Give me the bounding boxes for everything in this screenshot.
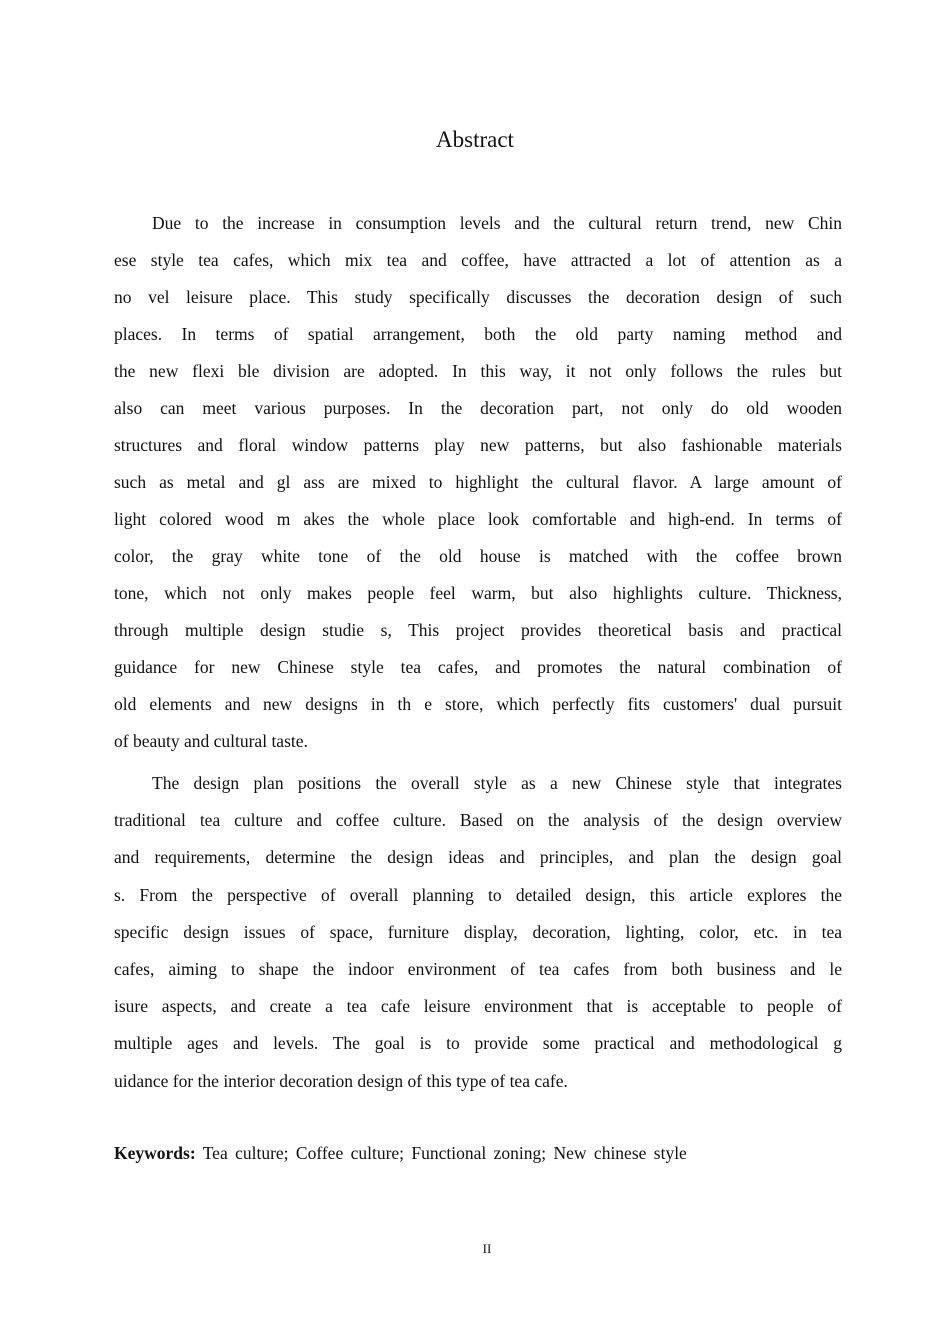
keywords-label: Keywords: [114,1143,196,1163]
page-number: II [482,1241,492,1256]
paragraph-line: tone, which not only makes people feel warm, but also highlights culture. Thickness, [114,583,842,603]
paragraph-line: color, the gray white tone of the old house is matched with the coffee brown [114,546,842,566]
paragraph-line: and requirements, determine the design ideas and principles, and plan the design goal [114,847,842,868]
keywords-text: Tea culture; Coffee culture; Functional zoning; New chinese style [202,1143,687,1163]
paragraph-line: light colored wood m akes the whole place look comfortable and high-end. In terms of [114,509,842,529]
paragraph-line: structures and floral window patterns play new patterns, but also fashionable materials [114,435,842,455]
paragraph-line: guidance for new Chinese style tea cafes, and promotes the natural combination of [114,657,842,677]
paragraph-line: no vel leisure place. This study specifically discusses the decoration design of such [114,287,842,307]
paragraph-line: The design plan positions the overall style as a new Chinese style that integrates [152,773,842,793]
paragraph-line: places. In terms of spatial arrangement, both the old party naming method and [114,324,842,344]
paragraph-line: Due to the increase in consumption levels and the cultural return trend, new Chin [152,213,842,233]
paragraph-line: old elements and new designs in th e store, which perfectly fits customers' dual pursuit [114,694,842,714]
paragraph-line: multiple ages and levels. The goal is to provide some practical and methodological g [114,1033,842,1054]
paragraph-line: also can meet various purposes. In the decoration part, not only do old wooden [114,398,842,418]
abstract-paragraph-2 [114,765,842,1100]
paragraph-line: cafes, aiming to shape the indoor environment of tea cafes from both business and le [114,958,842,979]
paragraph-line: traditional tea culture and coffee culture. Based on the analysis of the design overview [114,810,842,831]
abstract-title: Abstract [436,127,514,152]
paragraph-line: ese style tea cafes, which mix tea and coffee, have attracted a lot of attention as a [114,250,842,270]
keywords-line [114,1138,687,1168]
paragraph-line: of beauty and cultural taste. [114,731,308,751]
paragraph-line: such as metal and gl ass are mixed to highlight the cultural flavor. A large amount of [114,472,842,492]
paragraph-line: isure aspects, and create a tea cafe leisure environment that is acceptable to people of [114,996,842,1017]
paragraph-line: s. From the perspective of overall planning to detailed design, this article explores the [114,884,842,905]
paragraph-line: the new flexi ble division are adopted. In this way, it not only follows the rules but [114,361,842,381]
abstract-paragraph-1 [114,205,842,760]
paragraph-line: uidance for the interior decoration design of this type of tea cafe. [114,1070,568,1091]
paragraph-line: through multiple design studie s, This project provides theoretical basis and practical [114,620,842,640]
paragraph-line: specific design issues of space, furniture display, decoration, lighting, color, etc. in tea [114,921,842,942]
